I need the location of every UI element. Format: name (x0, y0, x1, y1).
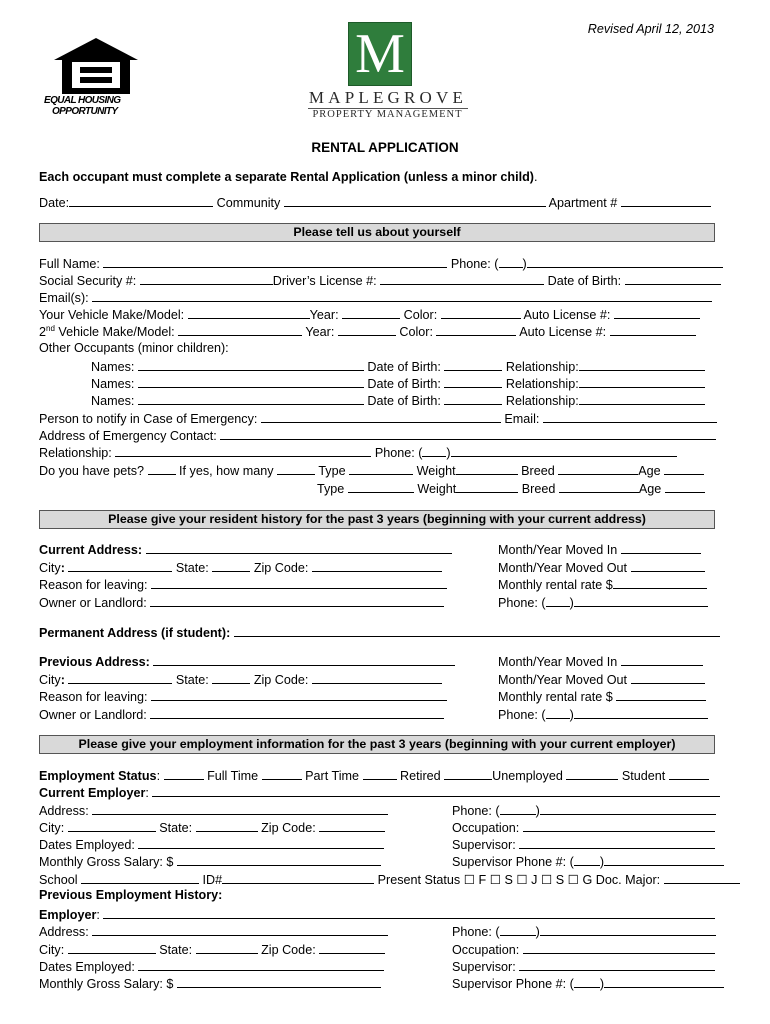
permanent-address-field[interactable] (234, 624, 720, 637)
occupant-row: Names: Date of Birth: Relationship: (91, 392, 705, 408)
prev-emp-city-row: City: State: Zip Code: (39, 941, 385, 957)
res-phone-row: Phone: ( ) (498, 594, 708, 610)
vehicle2-field[interactable] (178, 323, 302, 336)
full-name-field[interactable] (103, 255, 447, 268)
emails-row: Email(s): (39, 289, 712, 305)
section-about-header: Please tell us about yourself (39, 223, 715, 242)
drivers-license-field[interactable] (380, 272, 544, 285)
owner-field[interactable] (150, 594, 444, 607)
eho-line1: EQUAL HOUSING (44, 95, 121, 106)
employment-status-row: Employment Status: Full Time Part Time Retired Unemployed Student (39, 767, 709, 783)
city-field[interactable] (68, 559, 172, 572)
auto-license-field[interactable] (614, 306, 700, 319)
prev-phone-row: Phone: ( ) (498, 706, 708, 722)
phone-field[interactable] (527, 255, 723, 268)
emp-dates-row: Dates Employed: (39, 836, 384, 852)
moved-out-row: Month/Year Moved Out (498, 559, 705, 575)
permanent-address-row: Permanent Address (if student): (39, 624, 720, 640)
relationship-row: Relationship: Phone: ( ) (39, 444, 677, 460)
prev-employer-row: Employer: (39, 906, 715, 922)
pets-count-field[interactable] (277, 462, 315, 475)
other-occupants-label: Other Occupants (minor children): (39, 341, 229, 355)
current-city-row: City: State: Zip Code: (39, 559, 442, 575)
house-icon (50, 36, 142, 98)
section-residence-header: Please give your resident history for the past 3 years (beginning with your current address) (39, 510, 715, 529)
current-employer-row: Current Employer: (39, 784, 720, 800)
emergency-row: Person to notify in Case of Emergency: Email: (39, 410, 717, 426)
emp-supervisor-row: Supervisor: (452, 836, 715, 852)
pets-field[interactable] (148, 462, 176, 475)
rent-row: Monthly rental rate $ (498, 576, 707, 592)
year-field[interactable] (342, 306, 400, 319)
intro-text: Each occupant must complete a separate Rental Application (unless a minor child). (39, 170, 538, 184)
eho-line2: OPPORTUNITY (52, 106, 118, 117)
ssn-field[interactable] (140, 272, 273, 285)
community-field[interactable] (284, 194, 546, 207)
date-field[interactable] (69, 194, 213, 207)
prev-emp-dates-row: Dates Employed: (39, 958, 384, 974)
emergency-address-row: Address of Emergency Contact: (39, 427, 716, 443)
prev-emp-sup-phone-row: Supervisor Phone #: ( ) (452, 975, 724, 991)
vehicle-row: Your Vehicle Make/Model: Year: Color: Auto License #: (39, 306, 700, 322)
top-fields: Date: Community Apartment # (39, 194, 711, 210)
previous-address-row: Previous Address: (39, 653, 455, 669)
vehicle2-row: 2nd Vehicle Make/Model: Year: Color: Auto License #: (39, 323, 696, 339)
emp-occupation-row: Occupation: (452, 819, 715, 835)
state-field[interactable] (212, 559, 250, 572)
previous-city-row: City: State: Zip Code: (39, 671, 442, 687)
school-row: School ID# Present Status ☐ F ☐ S ☐ J ☐ S ☐ G Doc. Major: (39, 871, 740, 887)
emp-sup-phone-row: Supervisor Phone #: ( ) (452, 853, 724, 869)
moved-in-row: Month/Year Moved In (498, 541, 701, 557)
emails-field[interactable] (92, 289, 712, 302)
vehicle-field[interactable] (188, 306, 310, 319)
emp-city-row: City: State: Zip Code: (39, 819, 385, 835)
emp-phone-row: Phone: ( ) (452, 802, 716, 818)
previous-history-label: Previous Employment History: (39, 888, 223, 902)
emp-address-row: Address: (39, 802, 388, 818)
previous-address-field[interactable] (153, 653, 455, 666)
emergency-address-field[interactable] (220, 427, 716, 440)
current-address-field[interactable] (146, 541, 452, 554)
prev-employer-field[interactable] (103, 906, 715, 919)
reason-field[interactable] (151, 576, 447, 589)
apartment-field[interactable] (621, 194, 711, 207)
previous-owner-row: Owner or Landlord: (39, 706, 444, 722)
emergency-email-field[interactable] (543, 410, 717, 423)
page-title: RENTAL APPLICATION (311, 140, 459, 155)
prev-moved-in-row: Month/Year Moved In (498, 653, 703, 669)
prev-emp-occupation-row: Occupation: (452, 941, 715, 957)
prev-emp-salary-row: Monthly Gross Salary: $ (39, 975, 381, 991)
current-owner-row: Owner or Landlord: (39, 594, 444, 610)
prev-emp-supervisor-row: Supervisor: (452, 958, 715, 974)
full-name-row: Full Name: Phone: ( ) (39, 255, 723, 271)
prev-emp-phone-row: Phone: ( ) (452, 923, 716, 939)
occupant-row: Names: Date of Birth: Relationship: (91, 375, 705, 391)
logo-square (348, 22, 412, 86)
revised-date: Revised April 12, 2013 (587, 22, 714, 36)
brand-subtitle: PROPERTY MANAGEMENT (312, 109, 463, 120)
section-employment-header: Please give your employment information for the past 3 years (beginning with your current employer) (39, 735, 715, 754)
emergency-relationship-field[interactable] (115, 444, 371, 457)
prev-rent-row: Monthly rental rate $ (498, 688, 706, 704)
emp-salary-row: Monthly Gross Salary: $ (39, 853, 381, 869)
ssn-row: Social Security #: Driver’s License #: Date of Birth: (39, 272, 721, 288)
pets-row-2: Type Weight Breed Age (317, 480, 705, 496)
color2-field[interactable] (436, 323, 516, 336)
current-reason-row: Reason for leaving: (39, 576, 447, 592)
prev-moved-out-row: Month/Year Moved Out (498, 671, 705, 687)
maplegrove-logo (300, 22, 475, 122)
dob-field[interactable] (625, 272, 721, 285)
prev-emp-address-row: Address: (39, 923, 388, 939)
logo-letter: M (355, 23, 405, 85)
color-field[interactable] (441, 306, 521, 319)
equal-housing-logo (44, 36, 142, 118)
occupant-row: Names: Date of Birth: Relationship: (91, 358, 705, 374)
year2-field[interactable] (338, 323, 396, 336)
auto-license2-field[interactable] (610, 323, 696, 336)
pets-row: Do you have pets? If yes, how many Type Weight Breed Age (39, 462, 704, 478)
zip-field[interactable] (312, 559, 442, 572)
emergency-person-field[interactable] (261, 410, 501, 423)
current-address-row: Current Address: (39, 541, 452, 557)
phone-area-field[interactable] (499, 255, 523, 268)
brand-name: MAPLEGROVE (308, 88, 468, 107)
current-employer-field[interactable] (152, 784, 720, 797)
previous-reason-row: Reason for leaving: (39, 688, 447, 704)
